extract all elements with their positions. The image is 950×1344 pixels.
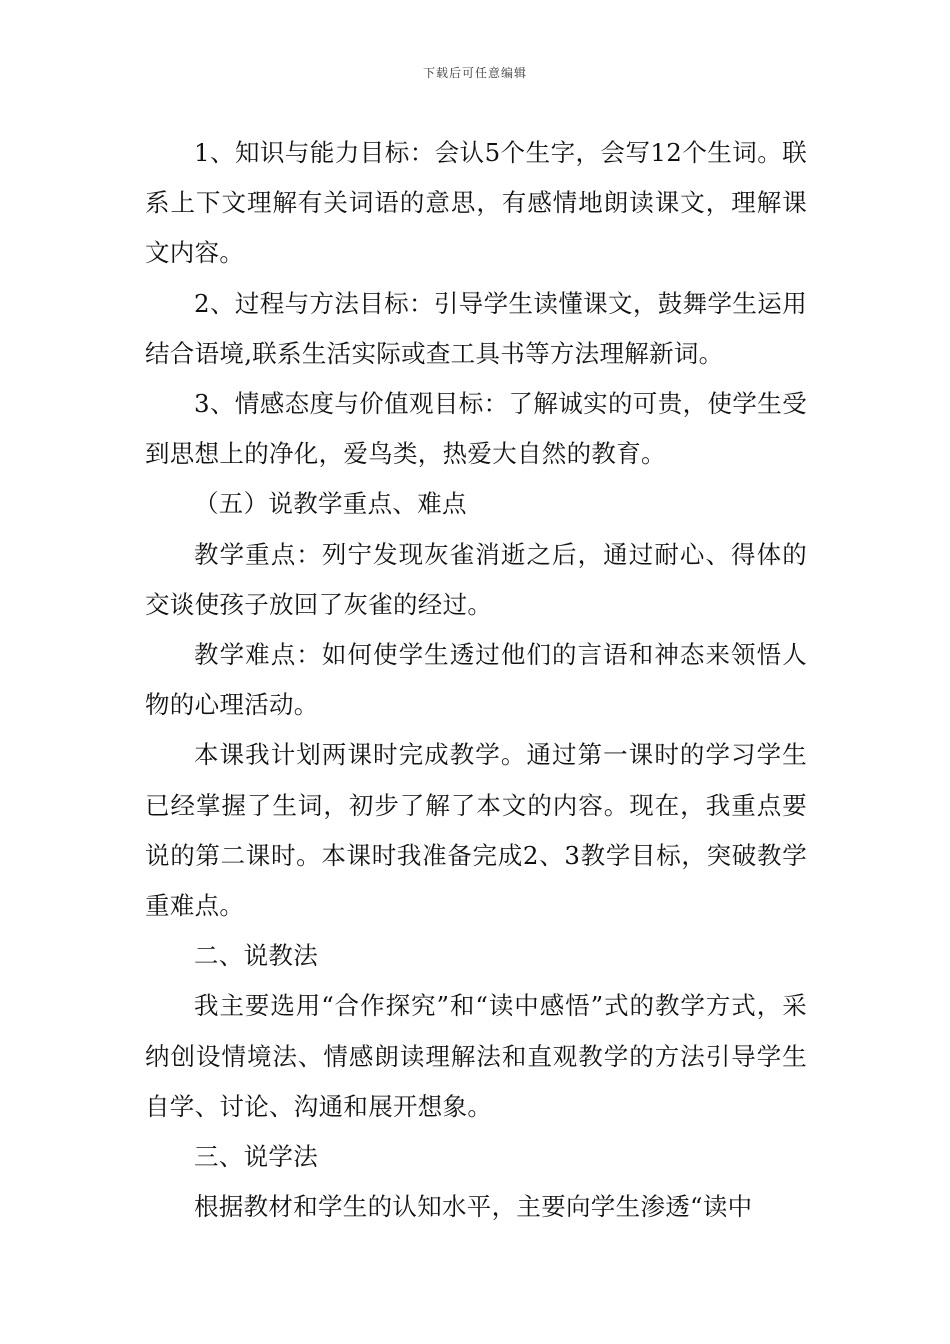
paragraph-learning-method: 根据教材和学生的认知水平，主要向学生渗透“读中	[194, 1192, 753, 1222]
paragraph-goal-emotion: 3、情感态度与价值观目标：了解诚实的可贵，使学生受到思想上的净化，爱鸟类，热爱大自然的教育。	[145, 389, 807, 469]
document-body	[145, 128, 807, 1232]
section-heading-teaching-method: 二、说教法	[194, 941, 318, 971]
paragraph-goal-knowledge: 1、知识与能力目标：会认5个生字，会写12个生词。联系上下文理解有关词语的意思，有感情地朗读课文，理解课文内容。	[145, 138, 807, 268]
section-heading-key-points: （五）说教学重点、难点	[194, 489, 467, 519]
paragraph-teaching-method: 我主要选用“合作探究”和“读中感悟”式的教学方式，采纳创设情境法、情感朗读理解法和直观教学的方法引导学生自学、讨论、沟通和展开想象。	[145, 991, 807, 1121]
paragraph-teaching-difficulty: 教学难点：如何使学生透过他们的言语和神态来领悟人物的心理活动。	[145, 640, 807, 720]
paragraph-teaching-focus: 教学重点：列宁发现灰雀消逝之后，通过耐心、得体的交谈使孩子放回了灰雀的经过。	[145, 539, 807, 619]
paragraph-lesson-plan: 本课我计划两课时完成教学。通过第一课时的学习学生已经掌握了生词，初步了解了本文的内容。现在，我重点要说的第二课时。本课时我准备完成2、3教学目标，突破教学重难点。	[145, 740, 807, 921]
paragraph-goal-process: 2、过程与方法目标：引导学生读懂课文，鼓舞学生运用结合语境,联系生活实际或查工具书等方法理解新词。	[145, 288, 807, 368]
page-header-note: 下载后可任意编辑	[422, 66, 527, 80]
section-heading-learning-method: 三、说学法	[194, 1142, 318, 1172]
